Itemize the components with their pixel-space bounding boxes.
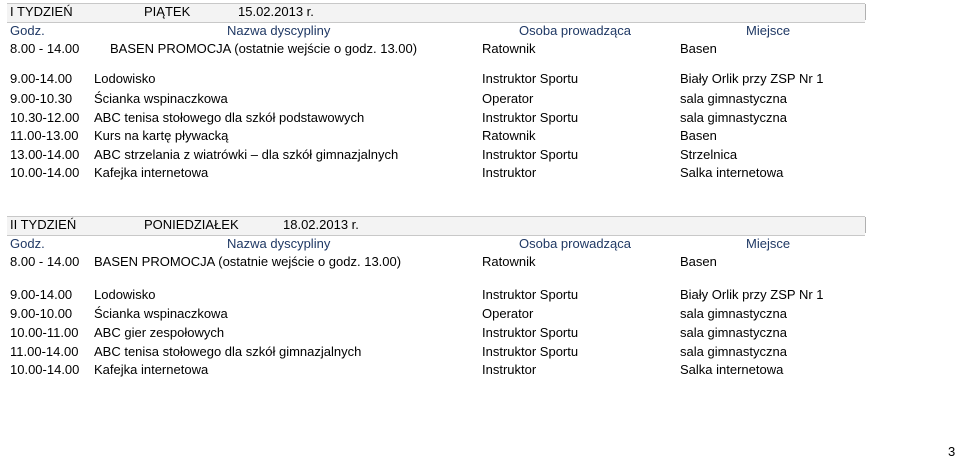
row-place: Salka internetowa [680, 165, 784, 180]
row-time: 9.00-14.00 [10, 71, 73, 86]
row-discipline: ABC strzelania z wiatrówki – dla szkół gimnazjalnych [94, 147, 399, 162]
row-discipline: Lodowisko [94, 287, 156, 302]
row-person: Ratownik [482, 128, 536, 143]
row-time: 10.00-11.00 [10, 325, 79, 340]
row-discipline: ABC tenisa stołowego dla szkół gimnazjalnych [94, 344, 362, 359]
row-person: Instruktor Sportu [482, 344, 579, 359]
row-person: Instruktor Sportu [482, 287, 579, 302]
row-person: Instruktor Sportu [482, 71, 579, 86]
row-place: Biały Orlik przy ZSP Nr 1 [680, 71, 824, 86]
row-time: 10.30-12.00 [10, 110, 80, 125]
row-person: Instruktor [482, 362, 537, 377]
week-1-bar-end [865, 4, 866, 20]
row-person: Operator [482, 91, 534, 106]
row-time: 11.00-14.00 [10, 344, 79, 359]
page-number: 3 [948, 444, 956, 459]
promo-person: Ratownik [482, 41, 536, 56]
week-1-label: I TYDZIEŃ [10, 4, 73, 19]
week-2-title-bar [7, 216, 865, 236]
row-person: Instruktor [482, 165, 537, 180]
promo-time: 8.00 - 14.00 [10, 41, 80, 56]
row-discipline: Kafejka internetowa [94, 362, 209, 377]
row-place: sala gimnastyczna [680, 91, 787, 106]
row-time: 9.00-10.30 [10, 91, 73, 106]
row-place: Strzelnica [680, 147, 738, 162]
header-place: Miejsce [746, 236, 791, 251]
row-discipline: Kurs na kartę pływacką [94, 128, 229, 143]
header-person: Osoba prowadząca [519, 23, 632, 38]
row-place: Biały Orlik przy ZSP Nr 1 [680, 287, 824, 302]
week-2-day: PONIEDZIAŁEK [144, 217, 239, 232]
row-place: Basen [680, 128, 717, 143]
row-place: sala gimnastyczna [680, 325, 787, 340]
row-time: 13.00-14.00 [10, 147, 80, 162]
row-time: 9.00-10.00 [10, 306, 73, 321]
week-2-bar-end [865, 217, 866, 233]
row-place: sala gimnastyczna [680, 110, 787, 125]
row-discipline: Kafejka internetowa [94, 165, 209, 180]
row-person: Instruktor Sportu [482, 147, 579, 162]
header-discipline: Nazwa dyscypliny [227, 236, 331, 251]
row-time: 11.00-13.00 [10, 128, 79, 143]
header-place: Miejsce [746, 23, 791, 38]
row-place: Salka internetowa [680, 362, 784, 377]
row-place: sala gimnastyczna [680, 306, 787, 321]
row-discipline: Ścianka wspinaczkowa [94, 306, 228, 321]
row-time: 9.00-14.00 [10, 287, 73, 302]
header-discipline: Nazwa dyscypliny [227, 23, 331, 38]
promo-discipline: BASEN PROMOCJA (ostatnie wejście o godz. 13.00) [94, 254, 402, 269]
week-2-date: 18.02.2013 r. [283, 217, 359, 232]
promo-place: Basen [680, 41, 717, 56]
row-person: Instruktor Sportu [482, 325, 579, 340]
header-person: Osoba prowadząca [519, 236, 632, 251]
row-discipline: Ścianka wspinaczkowa [94, 91, 228, 106]
promo-discipline: BASEN PROMOCJA (ostatnie wejście o godz. 13.00) [110, 41, 418, 56]
week-1-title-bar [7, 3, 865, 23]
week-1-date: 15.02.2013 r. [238, 4, 314, 19]
promo-person: Ratownik [482, 254, 536, 269]
row-person: Instruktor Sportu [482, 110, 579, 125]
promo-time: 8.00 - 14.00 [10, 254, 80, 269]
promo-place: Basen [680, 254, 717, 269]
week-1-day: PIĄTEK [144, 4, 191, 19]
row-person: Operator [482, 306, 534, 321]
row-discipline: Lodowisko [94, 71, 156, 86]
row-discipline: ABC tenisa stołowego dla szkół podstawowych [94, 110, 365, 125]
week-2-label: II TYDZIEŃ [10, 217, 77, 232]
row-place: sala gimnastyczna [680, 344, 787, 359]
row-discipline: ABC gier zespołowych [94, 325, 225, 340]
row-time: 10.00-14.00 [10, 362, 80, 377]
row-time: 10.00-14.00 [10, 165, 80, 180]
header-time: Godz. [10, 236, 45, 251]
header-time: Godz. [10, 23, 45, 38]
